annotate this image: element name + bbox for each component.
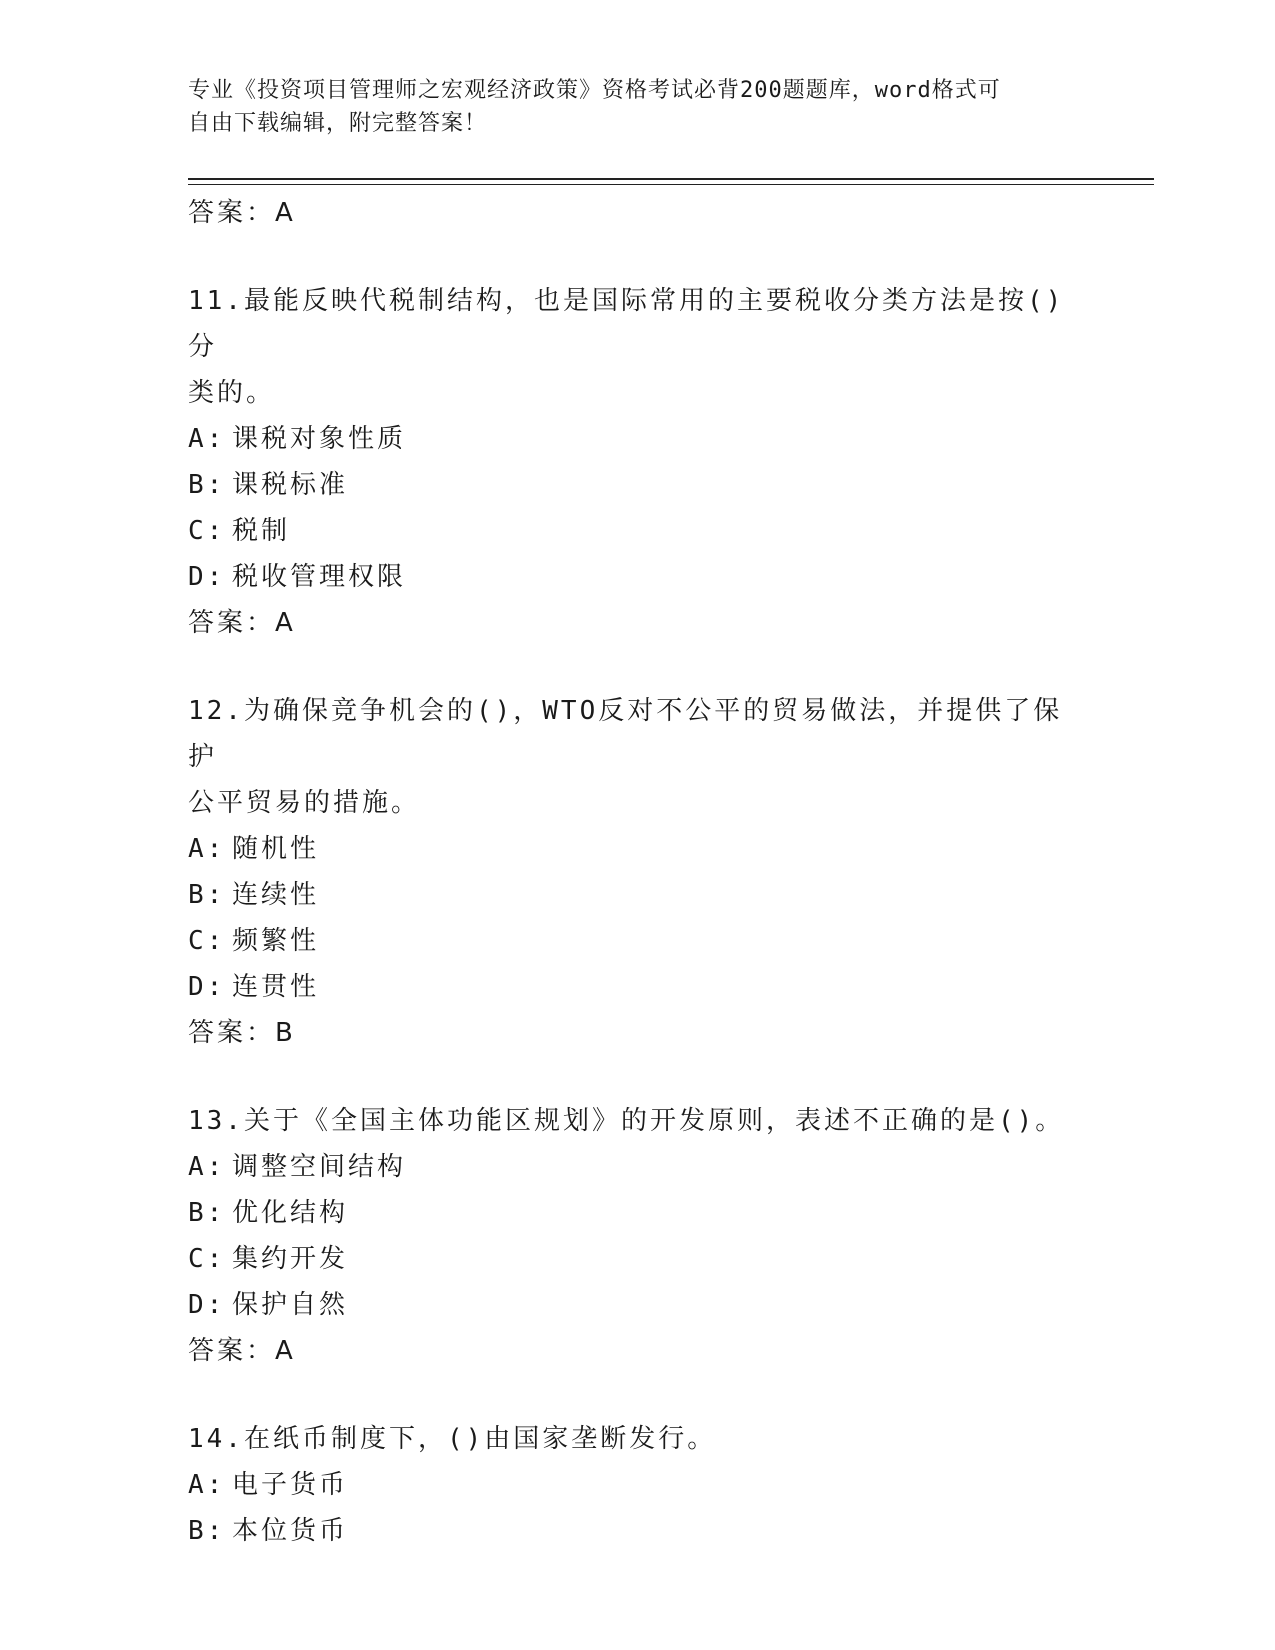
option-d xyxy=(188,1282,1088,1328)
option-text: 课税标准 xyxy=(232,470,349,500)
answer-line: 答案：A xyxy=(188,1336,296,1366)
option-text: 连贯性 xyxy=(232,972,320,1002)
option-letter: A: xyxy=(188,1470,226,1500)
question-text-line-1: 13.关于《全国主体功能区规划》的开发原则，表述不正确的是()。 xyxy=(188,1106,1065,1136)
header-rule-thick xyxy=(188,178,1154,180)
option-a xyxy=(188,1462,1088,1508)
option-d xyxy=(188,964,1088,1010)
option-b xyxy=(188,872,1088,918)
option-c xyxy=(188,918,1088,964)
answer-line: 答案：B xyxy=(188,1018,296,1048)
option-letter: A: xyxy=(188,424,226,454)
option-letter: B: xyxy=(188,470,226,500)
question-text-line-1: 11.最能反映代税制结构，也是国际常用的主要税收分类方法是按()分 xyxy=(188,286,1065,362)
option-text: 课税对象性质 xyxy=(232,424,407,454)
question-12 xyxy=(188,688,1088,1056)
document-header xyxy=(188,74,1088,140)
option-a xyxy=(188,826,1088,872)
question-list xyxy=(188,190,1088,1554)
option-letter: A: xyxy=(188,1152,226,1182)
option-b xyxy=(188,1508,1088,1554)
option-letter: B: xyxy=(188,1516,226,1546)
option-c xyxy=(188,508,1088,554)
question-13 xyxy=(188,1098,1088,1374)
option-text: 调整空间结构 xyxy=(232,1152,407,1182)
option-letter: C: xyxy=(188,926,226,956)
question-text-line-1: 12.为确保竞争机会的()，WTO反对不公平的贸易做法，并提供了保护 xyxy=(188,696,1063,772)
option-text: 优化结构 xyxy=(232,1198,349,1228)
option-b xyxy=(188,1190,1088,1236)
question-text-line-2: 类的。 xyxy=(188,378,276,408)
option-text: 税制 xyxy=(232,516,291,546)
previous-answer: 答案：A xyxy=(188,198,296,228)
option-letter: C: xyxy=(188,1244,226,1274)
option-text: 电子货币 xyxy=(232,1470,349,1500)
question-text-line-2: 公平贸易的措施。 xyxy=(188,788,421,818)
question-text-line-1: 14.在纸币制度下，()由国家垄断发行。 xyxy=(188,1424,717,1454)
answer-line: 答案：A xyxy=(188,608,296,638)
header-line-1: 专业《投资项目管理师之宏观经济政策》资格考试必背200题题库，word格式可 xyxy=(188,78,1001,103)
option-letter: B: xyxy=(188,1198,226,1228)
option-text: 集约开发 xyxy=(232,1244,349,1274)
option-letter: B: xyxy=(188,880,226,910)
option-text: 税收管理权限 xyxy=(232,562,407,592)
header-rule-thin xyxy=(188,184,1154,185)
option-text: 连续性 xyxy=(232,880,320,910)
header-line-2: 自由下载编辑，附完整答案！ xyxy=(188,111,488,136)
option-letter: D: xyxy=(188,972,226,1002)
option-letter: A: xyxy=(188,834,226,864)
option-text: 本位货币 xyxy=(232,1516,349,1546)
option-text: 保护自然 xyxy=(232,1290,349,1320)
option-letter: C: xyxy=(188,516,226,546)
option-d xyxy=(188,554,1088,600)
option-letter: D: xyxy=(188,562,226,592)
option-letter: D: xyxy=(188,1290,226,1320)
option-a xyxy=(188,416,1088,462)
question-14 xyxy=(188,1416,1088,1554)
question-11 xyxy=(188,278,1088,646)
option-c xyxy=(188,1236,1088,1282)
option-a xyxy=(188,1144,1088,1190)
option-text: 随机性 xyxy=(232,834,320,864)
option-b xyxy=(188,462,1088,508)
option-text: 频繁性 xyxy=(232,926,320,956)
